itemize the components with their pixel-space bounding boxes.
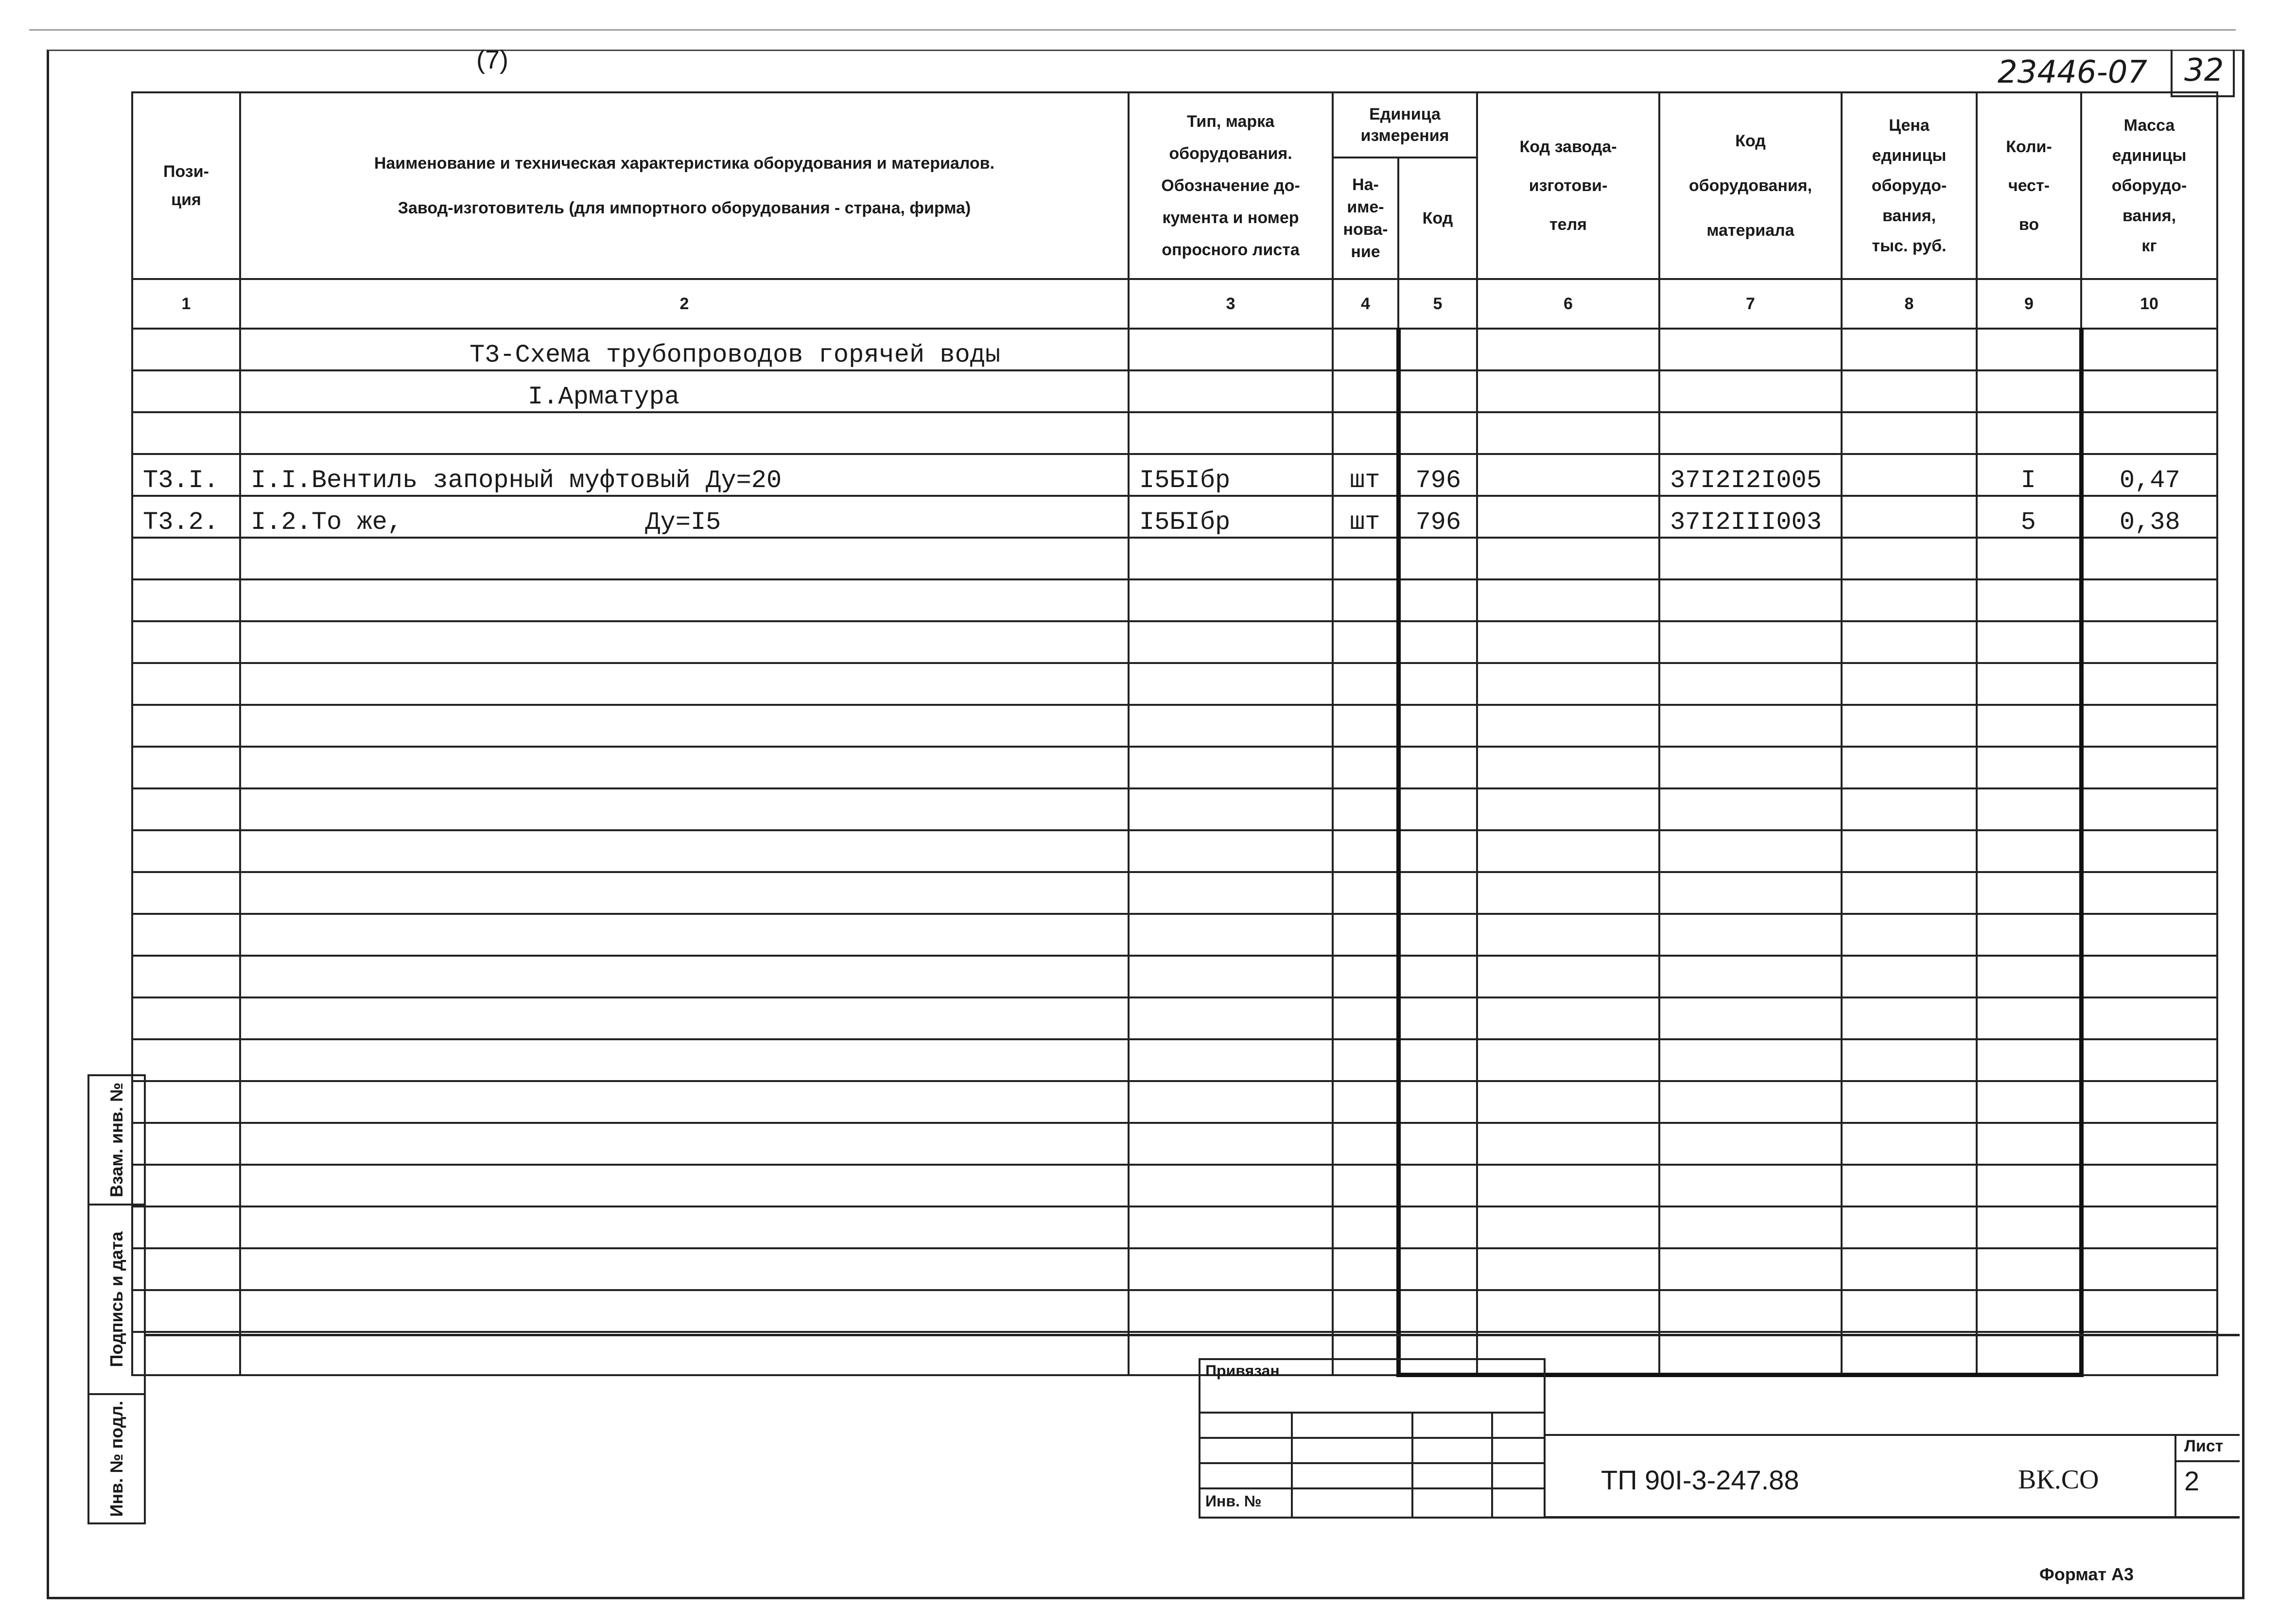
- col-header-6: Код завода- изготови- теля: [1477, 92, 1659, 279]
- row-factory-code: [1477, 496, 1659, 538]
- col-number-3: 3: [1129, 279, 1333, 329]
- row-quantity: 5: [1977, 496, 2081, 538]
- top-edge-line: [29, 29, 2236, 31]
- section-title-row: [132, 329, 2217, 370]
- stamp-podpis-data-label: Подпись и дата: [106, 1231, 126, 1367]
- sheet-label: Лист: [2184, 1437, 2224, 1455]
- subsection-title-row: [132, 370, 2217, 412]
- row-name: I.I.Вентиль запорный муфтовый Ду=20: [240, 454, 1129, 496]
- empty-row: [132, 1332, 2217, 1375]
- col-header-7: Код оборудования, материала: [1659, 92, 1842, 279]
- table-row: [132, 496, 2217, 538]
- empty-row: [132, 1039, 2217, 1081]
- row-position: Т3.2.: [132, 496, 240, 538]
- empty-row: [132, 1290, 2217, 1332]
- sheet-cell: [2174, 1434, 2176, 1519]
- table-row: [132, 454, 2217, 496]
- subsection-title: I.Арматура: [240, 370, 1129, 412]
- col-number-9: 9: [1977, 279, 2081, 329]
- empty-row: [132, 956, 2217, 997]
- col-number-5: 5: [1398, 279, 1477, 329]
- col-header-2: Наименование и техническая характеристика оборудования и материалов. Завод-изготовитель (для импортного оборудования - страна, фирма): [240, 92, 1129, 279]
- col-number-8: 8: [1842, 279, 1977, 329]
- row-quantity: I: [1977, 454, 2081, 496]
- col-header-5: Код: [1398, 157, 1477, 279]
- col-header-8: Цена единицы оборудо- вания, тыс. руб.: [1842, 92, 1977, 279]
- col-header-3: Тип, марка оборудования. Обозначение до- кумента и номер опросного листа: [1129, 92, 1333, 279]
- corner-sheet-number: 32: [2184, 52, 2224, 88]
- inv-no-label: Инв. №: [1205, 1492, 1262, 1510]
- col-header-9: Коли- чест- во: [1977, 92, 2081, 279]
- row-price: [1842, 454, 1977, 496]
- empty-row: [132, 1165, 2217, 1206]
- col-header-4: На- име- нова- ние: [1333, 157, 1398, 279]
- row-type: I5БIбр: [1129, 496, 1333, 538]
- section-title: Т3-Схема трубопроводов горячей воды: [240, 329, 1129, 370]
- stamp-inv-podl-label: Инв. № подл.: [106, 1400, 126, 1517]
- specification-table: [131, 91, 2218, 1377]
- row-unit: шт: [1333, 454, 1398, 496]
- row-unit: шт: [1333, 496, 1398, 538]
- privyazan-label: Привязан: [1205, 1362, 1280, 1380]
- col-header-10: Масса единицы оборудо- вания, кг: [2081, 92, 2217, 279]
- stamp-inv-podl: [87, 1393, 146, 1524]
- col-number-1: 1: [132, 279, 240, 329]
- empty-row: [132, 621, 2217, 663]
- empty-row: [132, 579, 2217, 621]
- stamp-podpis-data: [87, 1204, 146, 1395]
- format-label: Формат А3: [2039, 1564, 2134, 1584]
- col-number-10: 10: [2081, 279, 2217, 329]
- empty-row: [132, 1206, 2217, 1248]
- col-number-2: 2: [240, 279, 1129, 329]
- row-unit-code: 796: [1398, 496, 1477, 538]
- col-group-unit: Единица измерения: [1333, 92, 1477, 157]
- sheet-value: 2: [2184, 1466, 2200, 1496]
- blank-row: [132, 412, 2217, 454]
- title-block-top-rule: [146, 1334, 2240, 1336]
- column-number-row: [132, 279, 2217, 329]
- empty-row: [132, 997, 2217, 1039]
- empty-row: [132, 1248, 2217, 1290]
- empty-row: [132, 663, 2217, 705]
- archive-number: 23446-07: [1998, 54, 2148, 90]
- empty-row: [132, 914, 2217, 956]
- row-mass: 0,38: [2081, 496, 2217, 538]
- empty-row: [132, 872, 2217, 914]
- row-price: [1842, 496, 1977, 538]
- privyazan-block: [1199, 1358, 1546, 1519]
- stamp-vzam-inv: [87, 1074, 146, 1206]
- col-number-7: 7: [1659, 279, 1842, 329]
- row-type: I5БIбр: [1129, 454, 1333, 496]
- row-name: I.2.То же, Ду=I5: [240, 496, 1129, 538]
- row-unit-code: 796: [1398, 454, 1477, 496]
- row-factory-code: [1477, 454, 1659, 496]
- col-number-4: 4: [1333, 279, 1398, 329]
- empty-rows: [132, 538, 2217, 1375]
- empty-row: [132, 830, 2217, 872]
- header-row-1: [132, 92, 2217, 157]
- empty-row: [132, 1081, 2217, 1123]
- side-strip-column: [144, 1074, 146, 1524]
- empty-row: [132, 538, 2217, 579]
- stamp-vzam-inv-label: Взам. инв. №: [106, 1082, 126, 1198]
- row-equipment-code: 37I2III003: [1659, 496, 1842, 538]
- document-code: ТП 90I-3-247.88: [1601, 1465, 1799, 1495]
- document-mark: ВК.СО: [2018, 1465, 2099, 1495]
- col-number-6: 6: [1477, 279, 1659, 329]
- empty-row: [132, 1123, 2217, 1165]
- sheet-cell-divider: [2174, 1460, 2240, 1462]
- page-number-top: (7): [476, 45, 508, 74]
- col-header-1: Пози- ция: [132, 92, 240, 279]
- empty-row: [132, 788, 2217, 830]
- row-equipment-code: 37I2I2I005: [1659, 454, 1842, 496]
- row-position: Т3.I.: [132, 454, 240, 496]
- empty-row: [132, 705, 2217, 747]
- empty-row: [132, 747, 2217, 788]
- row-mass: 0,47: [2081, 454, 2217, 496]
